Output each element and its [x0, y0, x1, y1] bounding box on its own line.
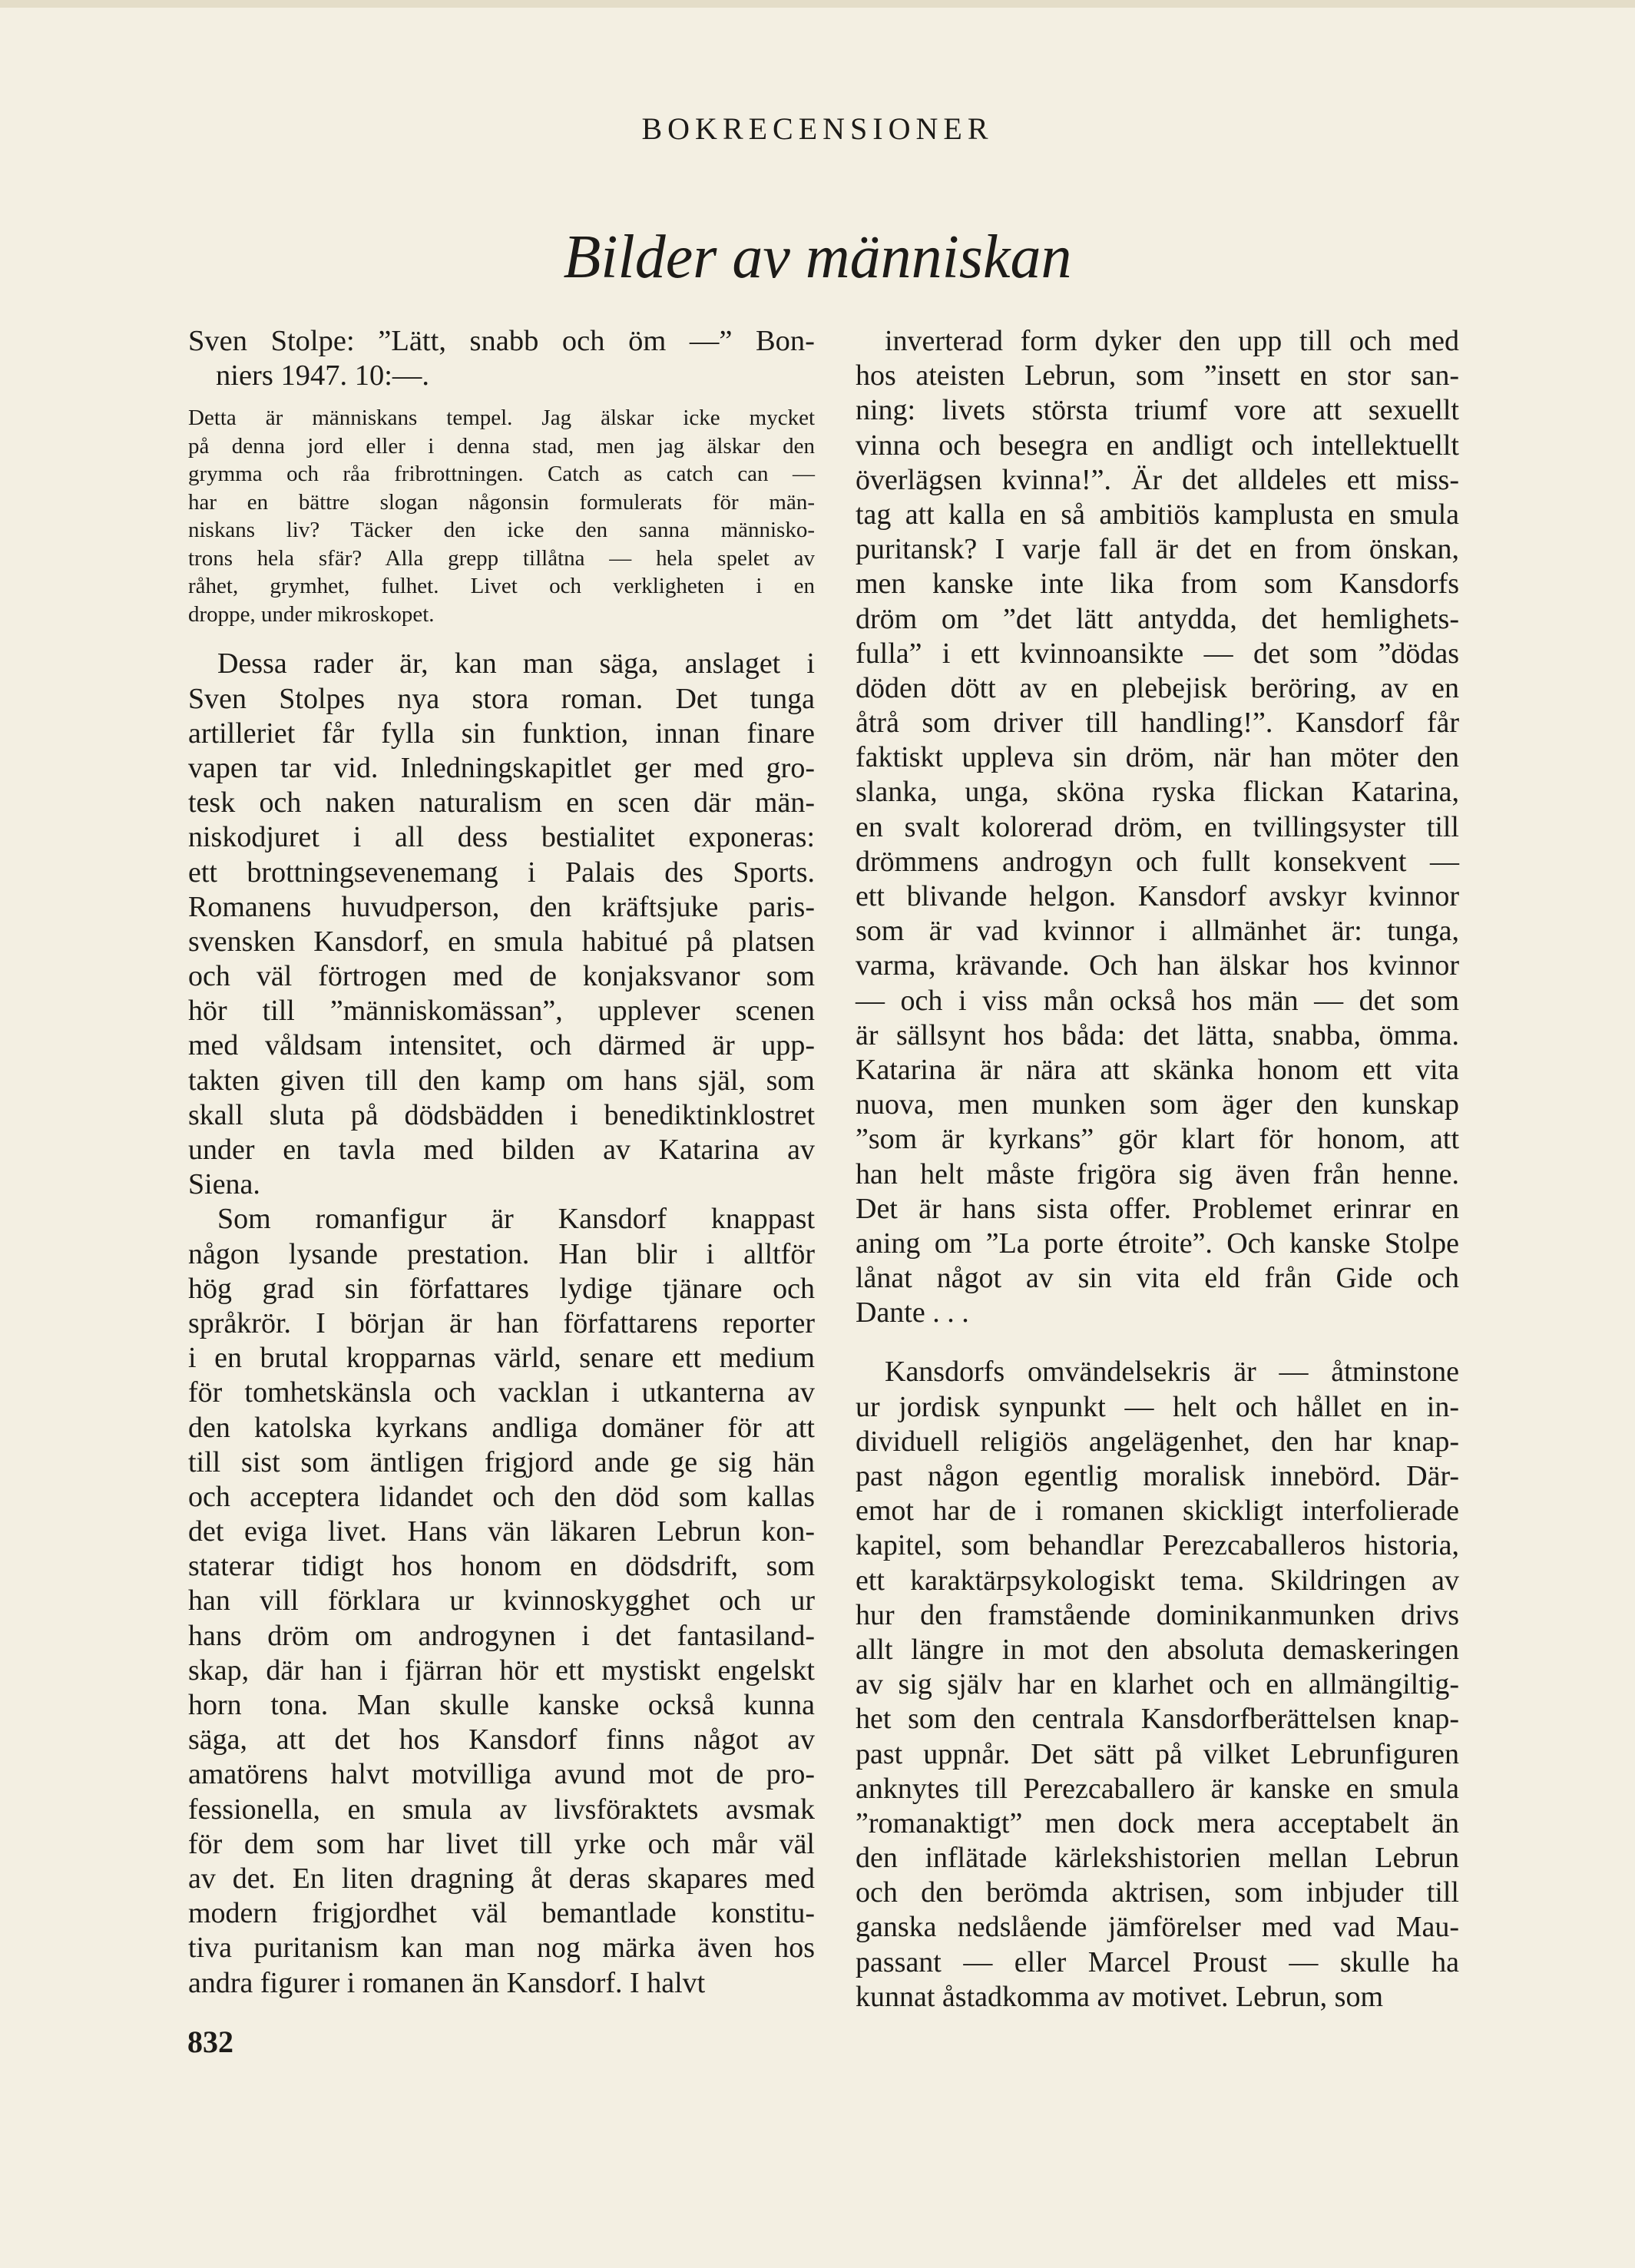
text-line: vinna och besegra en andligt och intellektuellt	[856, 429, 1459, 462]
text-line: nuova, men munken som äger den kunskap	[856, 1088, 1459, 1121]
text-line: Romanens huvudperson, den kräftsjuke paris-	[188, 890, 815, 923]
text-line: tesk och naken naturalism en scen där män-	[188, 786, 815, 819]
text-line: niskodjuret i all dess bestialitet exponeras:	[188, 821, 815, 854]
right-paragraph-1	[856, 324, 1459, 1330]
text-line: aning om ”La porte étroite”. Och kanske Stolpe	[856, 1227, 1459, 1260]
text-line: Sven Stolpes nya stora roman. Det tunga	[188, 682, 815, 715]
left-paragraph-1	[188, 647, 815, 1202]
article-title: Bilder av människan	[563, 223, 1072, 291]
text-line: niskans liv? Täcker den icke den sanna människo-	[188, 518, 815, 543]
text-line: döden dött av en plebejisk beröring, av en	[856, 671, 1459, 704]
text-line: hur den framstående dominikanmunken drivs	[856, 1598, 1459, 1631]
left-column	[188, 324, 815, 2001]
text-line: han vill förklara ur kvinnoskygghet och ur	[188, 1584, 815, 1617]
text-line: i en brutal kropparnas värld, senare ett medium	[188, 1342, 815, 1375]
text-line: artilleriet får fylla sin funktion, innan finare	[188, 717, 815, 750]
text-line: ”romanaktigt” men dock mera acceptabelt än	[856, 1806, 1459, 1839]
bibliography	[188, 324, 815, 393]
text-line: av det. En liten dragning åt deras skapares med	[188, 1862, 815, 1895]
text-line: som är vad kvinnor i allmänhet är: tunga,	[856, 915, 1459, 948]
text-line: kapitel, som behandlar Perezcaballeros historia,	[856, 1529, 1459, 1562]
text-line: ur jordisk synpunkt — helt och hållet en in-	[856, 1390, 1459, 1423]
text-line: hör till ”människomässan”, upplever scenen	[188, 995, 815, 1028]
text-line: språkrör. I början är han författarens reporter	[188, 1306, 815, 1339]
text-line: varma, krävande. Och han älskar hos kvinnor	[856, 949, 1459, 982]
text-line: ett karaktärpsykologiskt tema. Skildringen av	[856, 1564, 1459, 1597]
text-line: lånat något av sin vita eld från Gide och	[856, 1262, 1459, 1295]
text-line: någon lysande prestation. Han blir i alltför	[188, 1237, 815, 1270]
text-line: dividuell religiös angelägenhet, den har knap-	[856, 1425, 1459, 1458]
text-line: fessionella, en smula av livsföraktets avsmak	[188, 1793, 815, 1826]
text-line: tag att kalla en så ambitiös kamplusta en smula	[856, 498, 1459, 531]
text-line: och den berömda aktrisen, som inbjuder till	[856, 1876, 1459, 1909]
text-line: droppe, under mikroskopet.	[188, 601, 435, 627]
epigraph-quote	[188, 404, 815, 628]
text-line: är sällsynt hos båda: det lätta, snabba, ömma.	[856, 1018, 1459, 1051]
text-line: har en bättre slogan någonsin formulerats för män-	[188, 489, 815, 515]
text-line: allt längre in mot den absoluta demaskeringen	[856, 1633, 1459, 1666]
text-line: anknytes till Perezcaballero är kanske en smula	[856, 1772, 1459, 1805]
text-line: skap, där han i fjärran hör ett mystiskt engelskt	[188, 1654, 815, 1687]
text-line: åtrå som driver till handling!”. Kansdorf får	[856, 707, 1459, 740]
text-line: passant — eller Marcel Proust — skulle ha	[856, 1945, 1459, 1978]
text-line: Dante . . .	[856, 1296, 969, 1329]
text-line: grymma och råa fribrottningen. Catch as catch can —	[188, 462, 815, 487]
text-line: ett blivande helgon. Kansdorf avskyr kvinnor	[856, 880, 1459, 912]
text-line: under en tavla med bilden av Katarina av	[188, 1134, 815, 1166]
text-line: tiva puritanism kan man nog märka även hos	[188, 1932, 815, 1965]
text-line: hög grad sin författares lydige tjänare och	[188, 1272, 815, 1305]
text-line: andra figurer i romanen än Kansdorf. I halvt	[188, 1966, 706, 1999]
text-line: slanka, unga, sköna ryska flickan Katarina,	[856, 776, 1459, 809]
text-line: Dessa rader är, kan man säga, anslaget i	[217, 647, 815, 680]
page-edge	[0, 0, 1635, 8]
text-line: kunnat åstadkomma av motivet. Lebrun, som	[856, 1980, 1384, 2013]
text-line: — och i viss mån också hos män — det som	[856, 984, 1459, 1017]
text-line: överlägsen kvinna!”. Är det alldeles ett miss-	[856, 463, 1459, 496]
text-line: råhet, grymhet, fulhet. Livet och verkligheten i en	[188, 574, 815, 599]
text-line: hos ateisten Lebrun, som ”insett en stor san-	[856, 359, 1459, 392]
text-line: med våldsam intensitet, och därmed är upp-	[188, 1029, 815, 1062]
text-line: faktiskt uppleva sin dröm, när han möter den	[856, 741, 1459, 774]
text-line: det eviga livet. Hans vän läkaren Lebrun kon-	[188, 1515, 815, 1548]
text-line: den katolska kyrkans andliga domäner för att	[188, 1411, 815, 1444]
text-line: skall sluta på dödsbädden i benediktinklostret	[188, 1098, 815, 1131]
text-line: inverterad form dyker den upp till och med	[885, 325, 1459, 357]
text-line: och acceptera lidandet och den död som kallas	[188, 1480, 815, 1513]
text-line: fulla” i ett kvinnoansikte — det som ”dödas	[856, 637, 1459, 670]
text-line: Katarina är nära att skänka honom ett vita	[856, 1053, 1459, 1086]
text-line: past uppnår. Det sätt på vilket Lebrunfiguren	[856, 1737, 1459, 1770]
right-paragraph-2	[856, 1355, 1459, 2015]
text-line: för tomhetskänsla och vacklan i utkanterna av	[188, 1376, 815, 1409]
text-line: emot har de i romanen skickligt interfolierade	[856, 1495, 1459, 1528]
text-line: amatörens halvt motvilliga avund mot de pro-	[188, 1758, 815, 1791]
text-line: svensken Kansdorf, en smula habitué på platsen	[188, 925, 815, 958]
text-line: trons hela sfär? Alla grepp tillåtna — hela spelet av	[188, 545, 815, 571]
text-line: den inflätade kärlekshistorien mellan Lebrun	[856, 1842, 1459, 1875]
text-line: på denna jord eller i denna stad, men jag älskar den	[188, 433, 815, 459]
text-line: ”som är kyrkans” gör klart för honom, att	[856, 1123, 1459, 1156]
text-line: takten given till den kamp om hans själ, som	[188, 1064, 815, 1097]
text-line: Siena.	[188, 1168, 260, 1201]
text-line: drömmens androgyn och fullt konsekvent —	[856, 845, 1459, 878]
text-line: ganska nedslående jämförelser med vad Mau-	[856, 1911, 1459, 1944]
text-line: Som romanfigur är Kansdorf knappast	[217, 1203, 815, 1236]
text-line: han helt måste frigöra sig även från henne.	[856, 1157, 1459, 1190]
text-line: vapen tar vid. Inledningskapitlet ger med gro-	[188, 751, 815, 784]
section-header: BOKRECENSIONER	[641, 111, 994, 146]
text-line: Sven Stolpe: ”Lätt, snabb och öm —” Bon-	[188, 325, 815, 357]
right-column	[856, 324, 1459, 2015]
text-line: men kanske inte lika from som Kansdorfs	[856, 568, 1459, 601]
text-line: het som den centrala Kansdorfberättelsen knap-	[856, 1703, 1459, 1736]
left-paragraph-2	[188, 1202, 815, 2000]
text-line: för dem som har livet till yrke och mår väl	[188, 1827, 815, 1860]
text-line: Det är hans sista offer. Problemet erinrar en	[856, 1192, 1459, 1225]
text-line: en svalt kolorerad dröm, en tvillingsyster till	[856, 810, 1459, 843]
text-line: niers 1947. 10:—.	[216, 359, 430, 392]
text-line: hans dröm om androgynen i det fantasiland-	[188, 1619, 815, 1652]
text-line: dröm om ”det lätt antydda, det hemlighets-	[856, 602, 1459, 635]
text-line: past någon egentlig moralisk innebörd. Där-	[856, 1460, 1459, 1492]
text-line: puritansk? I varje fall är det en from önskan,	[856, 533, 1459, 566]
page-number: 832	[187, 2025, 233, 2059]
text-line: modern frigjordhet väl bemantlade konstitu-	[188, 1897, 815, 1930]
text-line: till sist som äntligen frigjord ande ge sig hän	[188, 1445, 815, 1478]
text-line: och väl förtrogen med de konjaksvanor som	[188, 960, 815, 993]
text-line: horn tona. Man skulle kanske också kunna	[188, 1689, 815, 1721]
text-line: ning: livets största triumf vore att sexuellt	[856, 394, 1459, 427]
text-line: av sig själv har en klarhet och en allmängiltig-	[856, 1668, 1459, 1701]
text-line: säga, att det hos Kansdorf finns något av	[188, 1723, 815, 1756]
paragraph-gap	[856, 1330, 1459, 1355]
text-line: staterar tidigt hos honom en dödsdrift, som	[188, 1550, 815, 1583]
text-line: Kansdorfs omvändelsekris är — åtminstone	[885, 1356, 1459, 1389]
text-line: ett brottningsevenemang i Palais des Sports.	[188, 856, 815, 889]
text-line: Detta är människans tempel. Jag älskar icke mycket	[188, 406, 815, 431]
